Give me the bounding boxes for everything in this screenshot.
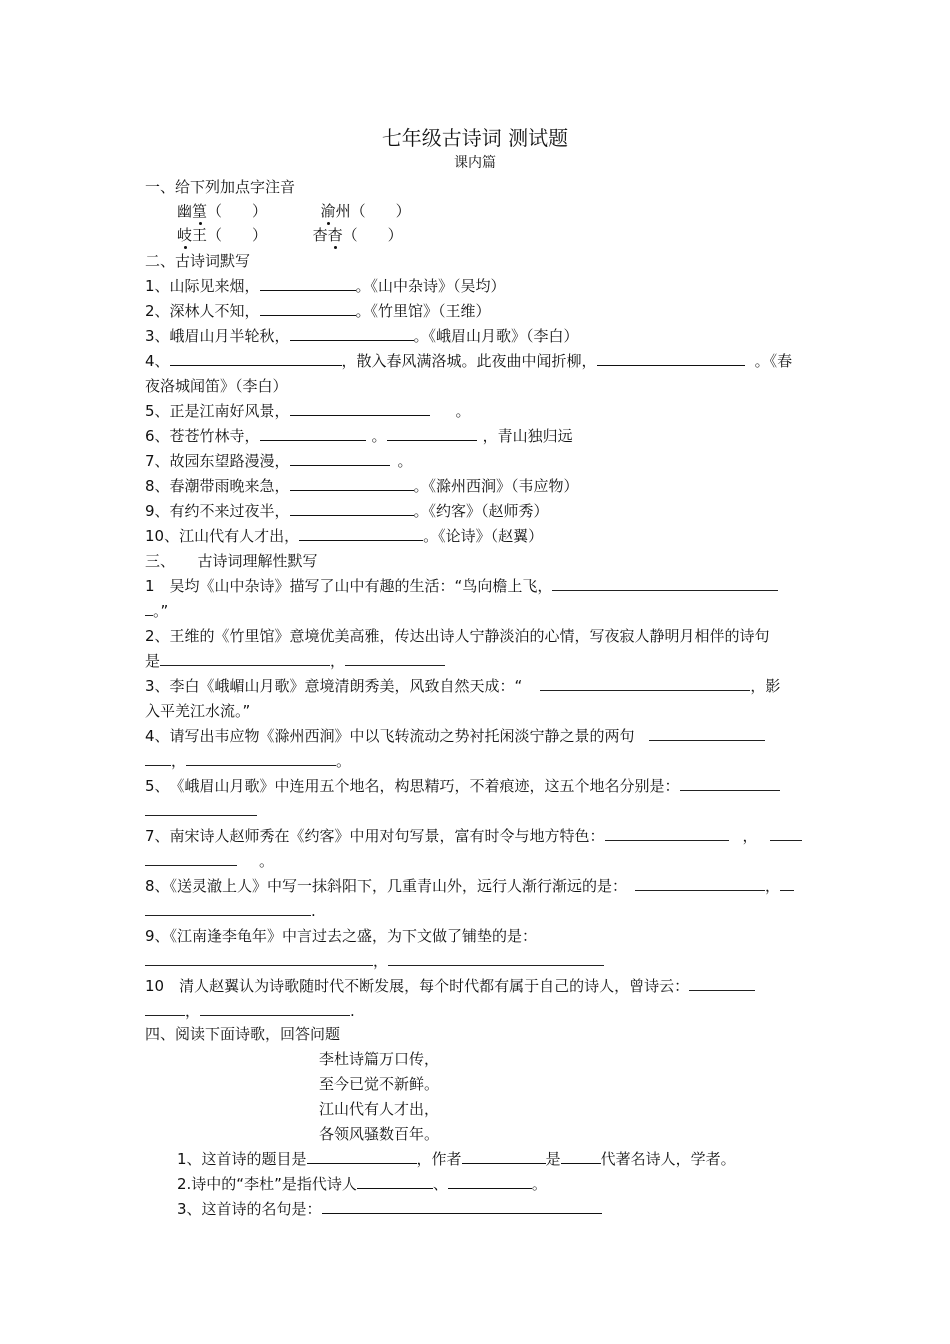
answer-blank[interactable] xyxy=(388,951,604,966)
answer-blank[interactable] xyxy=(680,776,780,791)
answer-blank[interactable] xyxy=(290,401,430,416)
answer-blank[interactable] xyxy=(605,826,729,841)
answer-blank[interactable] xyxy=(200,1001,350,1016)
answer-blank[interactable] xyxy=(597,351,745,366)
s2-question-2: 2、深林人不知， 。《竹里馆》（王维） xyxy=(145,302,491,320)
s3-question-1: 1 吴均《山中杂诗》描写了山中有趣的生活：“鸟向檐上飞， xyxy=(145,576,778,596)
answer-blank[interactable] xyxy=(186,751,336,766)
answer-blank[interactable] xyxy=(290,476,414,491)
s3-question-7: 7、南宋诗人赵师秀在《约客》中用对句写景，富有时令与地方特色： ， xyxy=(145,826,802,846)
answer-blank[interactable] xyxy=(552,576,778,591)
pinyin-answer-2[interactable]: （ ） xyxy=(350,202,411,220)
pinyin-answer-3[interactable]: （ ） xyxy=(207,226,268,244)
s3-question-2: 2、王维的《竹里馆》意境优美高雅，传达出诗人宁静淡泊的心情，写夜寂人静明月相伴的诗句 xyxy=(145,627,770,645)
s2-question-8: 8、春潮带雨晚来急， 。《滁州西涧》（韦应物） xyxy=(145,477,579,495)
pinyin-word-1: 幽篁 xyxy=(177,202,208,220)
s3-question-8-cont: . xyxy=(145,901,316,921)
answer-blank[interactable] xyxy=(307,1149,417,1164)
answer-blank[interactable] xyxy=(448,1174,532,1189)
answer-blank[interactable] xyxy=(170,351,342,366)
answer-blank[interactable] xyxy=(260,301,356,316)
answer-blank[interactable] xyxy=(345,651,445,666)
s3-question-5-cont xyxy=(145,801,257,821)
pinyin-word-4: 杳杳 xyxy=(312,226,343,244)
answer-blank[interactable] xyxy=(561,1149,601,1164)
s3-question-3-cont: 入平羌江水流。” xyxy=(145,702,251,720)
page-title: 七年级古诗词 测试题 xyxy=(381,126,569,150)
s3-question-8: 8、《送灵澈上人》中写一抹斜阳下，几重青山外，远行人渐行渐远的是： ， xyxy=(145,876,794,896)
answer-blank[interactable] xyxy=(145,601,153,616)
s2-question-4: 4、 ，散入春风满洛城。此夜曲中闻折柳， 。《春 xyxy=(145,352,793,370)
answer-blank[interactable] xyxy=(357,1174,433,1189)
s2-question-3: 3、峨眉山月半轮秋， 。《峨眉山月歌》（李白） xyxy=(145,327,579,345)
answer-blank[interactable] xyxy=(689,976,755,991)
pinyin-row-2 xyxy=(177,225,403,245)
s2-question-1: 1、山际见来烟， 。《山中杂诗》（吴均） xyxy=(145,277,506,295)
s3-question-10-cont: ， . xyxy=(145,1001,355,1021)
answer-blank[interactable] xyxy=(145,801,257,816)
answer-blank[interactable] xyxy=(290,451,390,466)
answer-blank[interactable] xyxy=(299,526,423,541)
pinyin-word-2: 渝州 xyxy=(320,202,351,220)
answer-blank[interactable] xyxy=(290,501,414,516)
answer-blank[interactable] xyxy=(387,426,477,441)
page-subtitle: 课内篇 xyxy=(454,155,496,171)
section-3-heading: 三、 古诗词理解性默写 xyxy=(145,552,318,570)
section-4-heading: 四、阅读下面诗歌，回答问题 xyxy=(145,1025,341,1043)
s3-question-3: 3、李白《峨嵋山月歌》意境清朗秀美，风致自然天成：“ ，影 xyxy=(145,677,781,695)
answer-blank[interactable] xyxy=(260,426,366,441)
s3-question-4: 4、请写出韦应物《滁州西涧》中以飞转流动之势衬托闲淡宁静之景的两句 xyxy=(145,726,765,746)
s2-question-4-cont: 夜洛城闻笛》（李白） xyxy=(145,377,288,395)
s3-question-9-cont: ， xyxy=(145,951,604,971)
s2-question-5: 5、正是江南好风景， 。 xyxy=(145,402,471,420)
answer-blank[interactable] xyxy=(322,1199,602,1214)
s3-question-4-cont: ， 。 xyxy=(145,751,351,771)
answer-blank[interactable] xyxy=(635,876,765,891)
pinyin-word-3: 岐王 xyxy=(177,226,208,244)
s3-question-5: 5、 《峨眉山月歌》中连用五个地名，构思精巧，不着痕迹，这五个地名分别是： xyxy=(145,776,780,796)
s3-question-2-cont: 是 ， xyxy=(145,651,445,671)
s3-question-9: 9、《江南逢李龟年》中言过去之盛，为下文做了铺垫的是： xyxy=(145,927,538,945)
poem-line-1: 李杜诗篇万口传， xyxy=(319,1050,440,1068)
pinyin-answer-4[interactable]: （ ） xyxy=(342,226,403,244)
answer-blank[interactable] xyxy=(290,326,414,341)
answer-blank[interactable] xyxy=(145,851,237,866)
answer-blank[interactable] xyxy=(145,751,171,766)
answer-blank[interactable] xyxy=(462,1149,546,1164)
answer-blank[interactable] xyxy=(160,651,330,666)
s2-question-9: 9、有约不来过夜半， 。《约客》（赵师秀） xyxy=(145,502,549,520)
answer-blank[interactable] xyxy=(260,276,356,291)
answer-blank[interactable] xyxy=(540,676,750,691)
s3-question-10: 10 清人赵翼认为诗歌随时代不断发展，每个时代都有属于自己的诗人，曾诗云： xyxy=(145,976,755,996)
s3-question-1-cont: 。” xyxy=(145,601,168,621)
s4-question-1: 1、这首诗的题目是 ，作者 是 代著名诗人，学者。 xyxy=(177,1150,736,1168)
poem-line-3: 江山代有人才出， xyxy=(319,1100,440,1118)
s2-question-10: 10、江山代有人才出， 。《论诗》（赵翼） xyxy=(145,527,544,545)
s4-question-3: 3、这首诗的名句是： xyxy=(177,1199,602,1219)
answer-blank[interactable] xyxy=(649,726,765,741)
s2-question-6: 6、苍苍竹林寺， 。 ，青山独归远 xyxy=(145,427,573,445)
answer-blank[interactable] xyxy=(145,951,373,966)
section-1-heading: 一、给下列加点字注音 xyxy=(145,178,296,196)
answer-blank[interactable] xyxy=(780,876,794,891)
answer-blank[interactable] xyxy=(145,901,311,916)
section-2-heading: 二、古诗词默写 xyxy=(145,252,251,270)
answer-blank[interactable] xyxy=(145,1001,185,1016)
s3-question-7-cont: 。 xyxy=(145,851,274,871)
poem-line-2: 至今已觉不新鲜。 xyxy=(319,1075,440,1093)
pinyin-answer-1[interactable]: （ ） xyxy=(207,202,268,220)
poem-line-4: 各领风骚数百年。 xyxy=(319,1125,440,1143)
answer-blank[interactable] xyxy=(770,826,802,841)
s2-question-7: 7、故园东望路漫漫， 。 xyxy=(145,452,413,470)
pinyin-row-1 xyxy=(177,201,411,221)
s4-question-2: 2.诗中的“李杜”是指代诗人 、 。 xyxy=(177,1175,547,1193)
